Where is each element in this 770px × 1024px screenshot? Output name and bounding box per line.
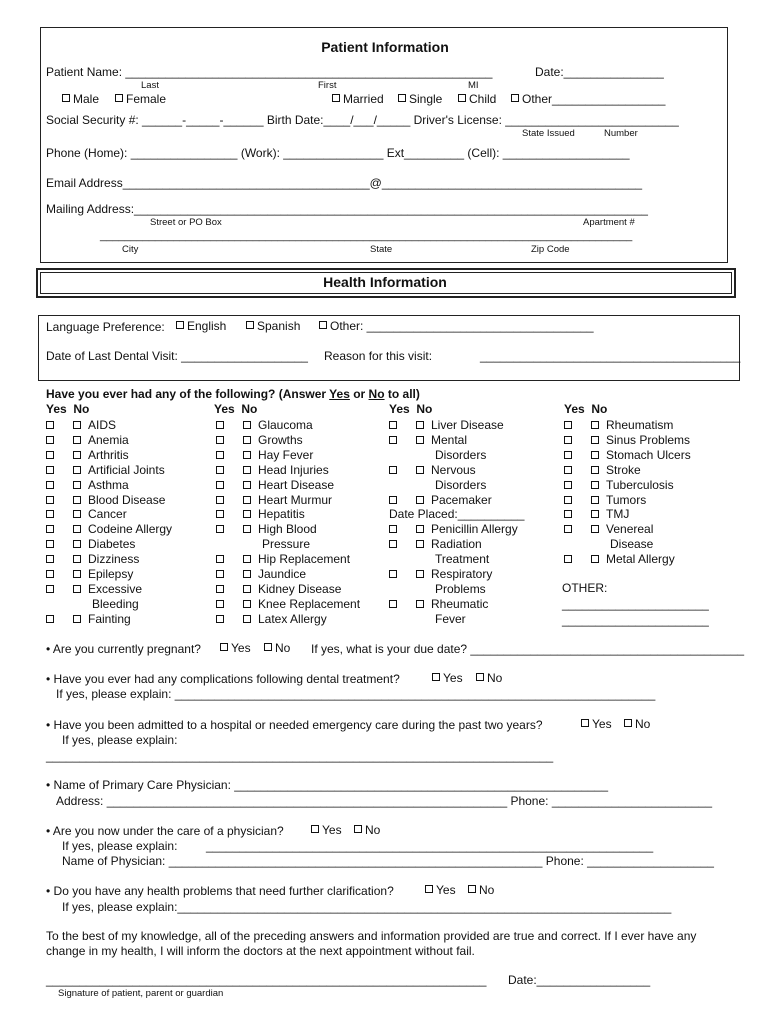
- female-option[interactable]: Female: [115, 92, 166, 106]
- yes-checkbox[interactable]: [46, 570, 54, 578]
- yes-checkbox[interactable]: [564, 510, 572, 518]
- certification-statement: To the best of my knowledge, all of the preceding answers and information provided are true and correct. If I ever have any change in my health, I will inform the doctors at the next appointment without fail.: [46, 929, 697, 958]
- condition-label: Diabetes: [88, 537, 136, 552]
- single-option[interactable]: Single: [398, 92, 442, 106]
- under-care-yes[interactable]: Yes: [311, 823, 342, 837]
- condition-label: Tuberculosis: [606, 477, 674, 492]
- checkbox[interactable]: [176, 321, 184, 329]
- condition-label: Heart Disease: [258, 477, 335, 492]
- checkbox[interactable]: [220, 643, 228, 651]
- condition-label: Pressure: [262, 537, 311, 552]
- yes-checkbox[interactable]: [46, 510, 54, 518]
- condition-label: Growths: [258, 432, 303, 447]
- under-care-no[interactable]: No: [354, 823, 380, 837]
- no-checkbox[interactable]: [73, 496, 81, 504]
- reason-field[interactable]: _______________________________________: [480, 349, 741, 363]
- primary-physician-field[interactable]: • Name of Primary Care Physician: ________________________________________________________: [46, 778, 609, 792]
- checkbox[interactable]: [581, 719, 589, 727]
- checkbox[interactable]: [476, 673, 484, 681]
- mi-label: MI: [468, 80, 479, 91]
- no-checkbox[interactable]: [416, 466, 424, 474]
- no-checkbox[interactable]: [416, 540, 424, 548]
- other-option[interactable]: Other_________________: [511, 92, 665, 106]
- condition-label: Disease: [610, 537, 654, 552]
- condition-label: Epilepsy: [88, 567, 134, 581]
- health-problems-question: • Do you have any health problems that need further clarification?: [46, 884, 394, 898]
- yes-checkbox[interactable]: [216, 496, 224, 504]
- condition-label: Venereal: [606, 522, 654, 537]
- condition-label: Head Injuries: [258, 462, 329, 477]
- yes-checkbox[interactable]: [216, 421, 224, 429]
- yes-checkbox[interactable]: [46, 421, 54, 429]
- pregnant-question: • Are you currently pregnant?: [46, 642, 201, 656]
- no-checkbox[interactable]: [416, 525, 424, 533]
- checkbox[interactable]: [311, 825, 319, 833]
- complications-yes[interactable]: Yes: [432, 671, 463, 685]
- yes-checkbox[interactable]: [389, 540, 397, 548]
- no-checkbox[interactable]: [243, 510, 251, 518]
- condition-label: AIDS: [88, 418, 117, 432]
- condition-label: Hepatitis: [258, 507, 305, 522]
- condition-label: Artificial Joints: [88, 462, 165, 477]
- history-question: Have you ever had any of the following? (Answer Yes or No to all): [46, 387, 420, 401]
- condition-label: Radiation: [431, 537, 482, 552]
- other-conditions-line-1[interactable]: ______________________: [562, 597, 709, 611]
- yes-checkbox[interactable]: [389, 466, 397, 474]
- condition-label: Sinus Problems: [606, 432, 691, 447]
- yes-checkbox[interactable]: [389, 525, 397, 533]
- no-checkbox[interactable]: [73, 466, 81, 474]
- city-label: City: [122, 244, 139, 255]
- yes-checkbox[interactable]: [564, 451, 572, 459]
- under-care-explain-field[interactable]: ___________________________________________________________________: [206, 839, 654, 853]
- no-checkbox[interactable]: [591, 466, 599, 474]
- condition-label: Stomach Ulcers: [606, 447, 691, 462]
- no-checkbox[interactable]: [591, 525, 599, 533]
- condition-label: High Blood: [258, 522, 317, 537]
- no-checkbox[interactable]: [591, 451, 599, 459]
- no-checkbox[interactable]: [243, 481, 251, 489]
- condition-label: Kidney Disease: [258, 581, 342, 596]
- zip-label: Zip Code: [531, 244, 570, 255]
- no-checkbox[interactable]: [591, 555, 599, 563]
- no-checkbox[interactable]: [243, 585, 251, 593]
- condition-label: Bleeding: [92, 596, 139, 611]
- condition-label: Pacemaker: [431, 492, 492, 507]
- patient-name-field[interactable]: Patient Name: _______________________________________________________: [46, 65, 493, 79]
- pregnant-yes[interactable]: Yes: [220, 641, 251, 655]
- yes-checkbox[interactable]: [46, 436, 54, 444]
- signature-date-field[interactable]: Date:_________________: [508, 973, 651, 987]
- yes-checkbox[interactable]: [389, 600, 397, 608]
- checkbox[interactable]: [425, 885, 433, 893]
- no-checkbox[interactable]: [591, 496, 599, 504]
- under-care-question: • Are you now under the care of a physician?: [46, 824, 284, 838]
- condition-label: Hip Replacement: [258, 552, 351, 567]
- city-state-zip-line[interactable]: _______________________________________________________________________________________: [100, 230, 633, 242]
- yes-checkbox[interactable]: [564, 481, 572, 489]
- email-row[interactable]: Email Address_____________________________________@_______________________________________: [46, 176, 643, 190]
- other-language-option[interactable]: Other: __________________________________: [319, 319, 594, 333]
- ssn-birth-license-row[interactable]: Social Security #: ______-_____-______ Birth Date:____/___/_____ Driver's License: __________________________: [46, 113, 679, 127]
- condition-label: Blood Disease: [88, 492, 166, 507]
- state-issued-label: State Issued: [522, 128, 575, 139]
- health-problems-yes[interactable]: Yes: [425, 883, 456, 897]
- no-checkbox[interactable]: [416, 421, 424, 429]
- checkbox[interactable]: [264, 643, 272, 651]
- yes-checkbox[interactable]: [216, 555, 224, 563]
- yes-checkbox[interactable]: [46, 525, 54, 533]
- yes-checkbox[interactable]: [216, 510, 224, 518]
- number-label: Number: [604, 128, 638, 139]
- english-option[interactable]: English: [176, 319, 226, 333]
- last-label: Last: [141, 80, 159, 91]
- yes-checkbox[interactable]: [46, 555, 54, 563]
- condition-label: Stroke: [606, 462, 641, 477]
- first-label: First: [318, 80, 337, 91]
- yes-checkbox[interactable]: [46, 466, 54, 474]
- no-checkbox[interactable]: [243, 436, 251, 444]
- signature-label: Signature of patient, parent or guardian: [58, 988, 224, 999]
- no-checkbox[interactable]: [243, 525, 251, 533]
- checkbox[interactable]: [458, 94, 466, 102]
- condition-label: Rheumatic: [431, 596, 489, 611]
- other-conditions-label: OTHER:: [562, 581, 608, 595]
- yes-checkbox[interactable]: [46, 615, 54, 623]
- no-checkbox[interactable]: [73, 540, 81, 548]
- no-checkbox[interactable]: [243, 600, 251, 608]
- checkbox[interactable]: [319, 321, 327, 329]
- no-checkbox[interactable]: [73, 451, 81, 459]
- condition-label: Metal Allergy: [606, 552, 675, 567]
- yes-checkbox[interactable]: [564, 421, 572, 429]
- date-field[interactable]: Date:_______________: [535, 65, 664, 79]
- no-checkbox[interactable]: [73, 525, 81, 533]
- condition-label: Fever: [435, 611, 466, 626]
- no-checkbox[interactable]: [243, 555, 251, 563]
- no-checkbox[interactable]: [416, 600, 424, 608]
- condition-label: Mental: [431, 432, 468, 447]
- checkbox[interactable]: [511, 94, 519, 102]
- no-checkbox[interactable]: [73, 481, 81, 489]
- yes-checkbox[interactable]: [216, 451, 224, 459]
- no-checkbox[interactable]: [73, 555, 81, 563]
- checkbox[interactable]: [468, 885, 476, 893]
- no-checkbox[interactable]: [243, 466, 251, 474]
- other-conditions-line-2[interactable]: ______________________: [562, 613, 709, 627]
- no-checkbox[interactable]: [73, 615, 81, 623]
- checkbox[interactable]: [332, 94, 340, 102]
- condition-label: Asthma: [88, 477, 129, 492]
- street-label: Street or PO Box: [150, 217, 222, 228]
- complications-explain-field[interactable]: If yes, please explain: ________________________________________________________________________: [56, 687, 656, 701]
- physician-address-phone-field[interactable]: Address: ____________________________________________________________ Phone: ________________________: [56, 794, 712, 808]
- no-checkbox[interactable]: [591, 481, 599, 489]
- yes-checkbox[interactable]: [46, 496, 54, 504]
- yes-checkbox[interactable]: [389, 421, 397, 429]
- yes-checkbox[interactable]: [46, 481, 54, 489]
- no-checkbox[interactable]: [591, 510, 599, 518]
- yes-checkbox[interactable]: [389, 436, 397, 444]
- no-checkbox[interactable]: [73, 421, 81, 429]
- yes-checkbox[interactable]: [46, 451, 54, 459]
- yes-checkbox[interactable]: [216, 570, 224, 578]
- admitted-no[interactable]: No: [624, 717, 650, 731]
- no-checkbox[interactable]: [73, 510, 81, 518]
- health-problems-explain-field[interactable]: If yes, please explain:__________________________________________________________________________: [62, 900, 672, 914]
- yes-checkbox[interactable]: [46, 540, 54, 548]
- no-checkbox[interactable]: [243, 570, 251, 578]
- complications-question: • Have you ever had any complications following dental treatment?: [46, 672, 400, 686]
- checkbox[interactable]: [115, 94, 123, 102]
- yes-checkbox[interactable]: [389, 496, 397, 504]
- checkbox[interactable]: [432, 673, 440, 681]
- yes-checkbox[interactable]: [564, 466, 572, 474]
- yes-checkbox[interactable]: [216, 615, 224, 623]
- condition-label: Hay Fever: [258, 447, 314, 462]
- no-checkbox[interactable]: [73, 585, 81, 593]
- yes-checkbox[interactable]: [216, 436, 224, 444]
- yes-no-header-col2: Yes No: [214, 402, 258, 416]
- apartment-label: Apartment #: [583, 217, 635, 228]
- phone-row[interactable]: Phone (Home): ________________ (Work): _______________ Ext_________ (Cell): ___________________: [46, 146, 630, 160]
- child-option[interactable]: Child: [458, 92, 496, 106]
- condition-label: Treatment: [435, 552, 490, 567]
- yes-checkbox[interactable]: [389, 570, 397, 578]
- admitted-yes[interactable]: Yes: [581, 717, 612, 731]
- yes-checkbox[interactable]: [216, 600, 224, 608]
- condition-label: Glaucoma: [258, 418, 313, 432]
- physician-name-phone-field[interactable]: Name of Physician: ________________________________________________________ Phone: ___________________: [62, 854, 714, 868]
- spanish-option[interactable]: Spanish: [246, 319, 300, 333]
- no-checkbox[interactable]: [243, 451, 251, 459]
- no-checkbox[interactable]: [243, 615, 251, 623]
- mailing-address-row[interactable]: Mailing Address:_____________________________________________________________________________: [46, 202, 648, 216]
- condition-label: Arthritis: [88, 447, 129, 462]
- no-checkbox[interactable]: [73, 436, 81, 444]
- no-checkbox[interactable]: [416, 570, 424, 578]
- complications-no[interactable]: No: [476, 671, 502, 685]
- yes-checkbox[interactable]: [564, 555, 572, 563]
- yes-no-header-col1: Yes No: [46, 402, 90, 416]
- yes-checkbox[interactable]: [216, 585, 224, 593]
- condition-label: Anemia: [88, 432, 129, 447]
- checkbox[interactable]: [398, 94, 406, 102]
- yes-checkbox[interactable]: [564, 525, 572, 533]
- condition-label: Heart Murmur: [258, 492, 333, 507]
- condition-label: TMJ: [606, 507, 630, 522]
- under-care-explain-label: If yes, please explain:: [62, 839, 178, 853]
- state-label: State: [370, 244, 393, 255]
- condition-label: Knee Replacement: [258, 596, 361, 611]
- language-preference-label: Language Preference:: [46, 320, 165, 334]
- yes-no-header-col4: Yes No: [564, 402, 608, 416]
- no-checkbox[interactable]: [416, 496, 424, 504]
- condition-label: Penicillin Allergy: [431, 522, 518, 537]
- health-info-title: Health Information: [323, 274, 447, 290]
- condition-label: Latex Allergy: [258, 611, 327, 626]
- checkbox[interactable]: [354, 825, 362, 833]
- condition-label: Excessive: [88, 581, 143, 596]
- yes-checkbox[interactable]: [564, 496, 572, 504]
- patient-info-title: Patient Information: [321, 39, 449, 55]
- checkbox[interactable]: [62, 94, 70, 102]
- condition-label: Codeine Allergy: [88, 522, 173, 537]
- yes-no-header-col3: Yes No: [389, 402, 433, 416]
- checkbox[interactable]: [624, 719, 632, 727]
- no-checkbox[interactable]: [243, 496, 251, 504]
- health-problems-no[interactable]: No: [468, 883, 494, 897]
- condition-label: Rheumatism: [606, 418, 674, 432]
- condition-label: Date Placed:__________: [389, 507, 525, 522]
- yes-checkbox[interactable]: [564, 436, 572, 444]
- no-checkbox[interactable]: [591, 436, 599, 444]
- yes-checkbox[interactable]: [216, 525, 224, 533]
- condition-label: Jaundice: [258, 567, 307, 581]
- condition-label: Liver Disease: [431, 418, 504, 432]
- signature-field[interactable]: __________________________________________________________________: [46, 973, 487, 987]
- no-checkbox[interactable]: [243, 421, 251, 429]
- yes-checkbox[interactable]: [46, 585, 54, 593]
- no-checkbox[interactable]: [73, 570, 81, 578]
- pregnant-no[interactable]: No: [264, 641, 290, 655]
- male-option[interactable]: Male: [62, 92, 99, 106]
- condition-label: Nervous: [431, 462, 476, 477]
- condition-label: Cancer: [88, 507, 127, 522]
- married-option[interactable]: Married: [332, 92, 384, 106]
- condition-label: Dizziness: [88, 552, 140, 567]
- yes-checkbox[interactable]: [216, 481, 224, 489]
- condition-label: Respiratory: [431, 567, 493, 581]
- reason-label: Reason for this visit:: [324, 349, 433, 363]
- admitted-question: • Have you been admitted to a hospital or needed emergency care during the past two years?: [46, 718, 543, 732]
- no-checkbox[interactable]: [591, 421, 599, 429]
- admitted-explain-field[interactable]: ____________________________________________________________________________: [46, 749, 554, 763]
- checkbox[interactable]: [246, 321, 254, 329]
- no-checkbox[interactable]: [416, 436, 424, 444]
- condition-label: Tumors: [606, 492, 647, 507]
- due-date-field[interactable]: If yes, what is your due date? _________________________________________: [311, 642, 745, 656]
- admitted-explain-label: If yes, please explain:: [62, 733, 178, 747]
- condition-label: Problems: [435, 581, 486, 596]
- condition-label: Disorders: [435, 447, 487, 462]
- last-dental-visit-field[interactable]: Date of Last Dental Visit: ___________________: [46, 349, 308, 363]
- condition-label: Fainting: [88, 611, 131, 626]
- condition-label: Disorders: [435, 477, 487, 492]
- yes-checkbox[interactable]: [216, 466, 224, 474]
